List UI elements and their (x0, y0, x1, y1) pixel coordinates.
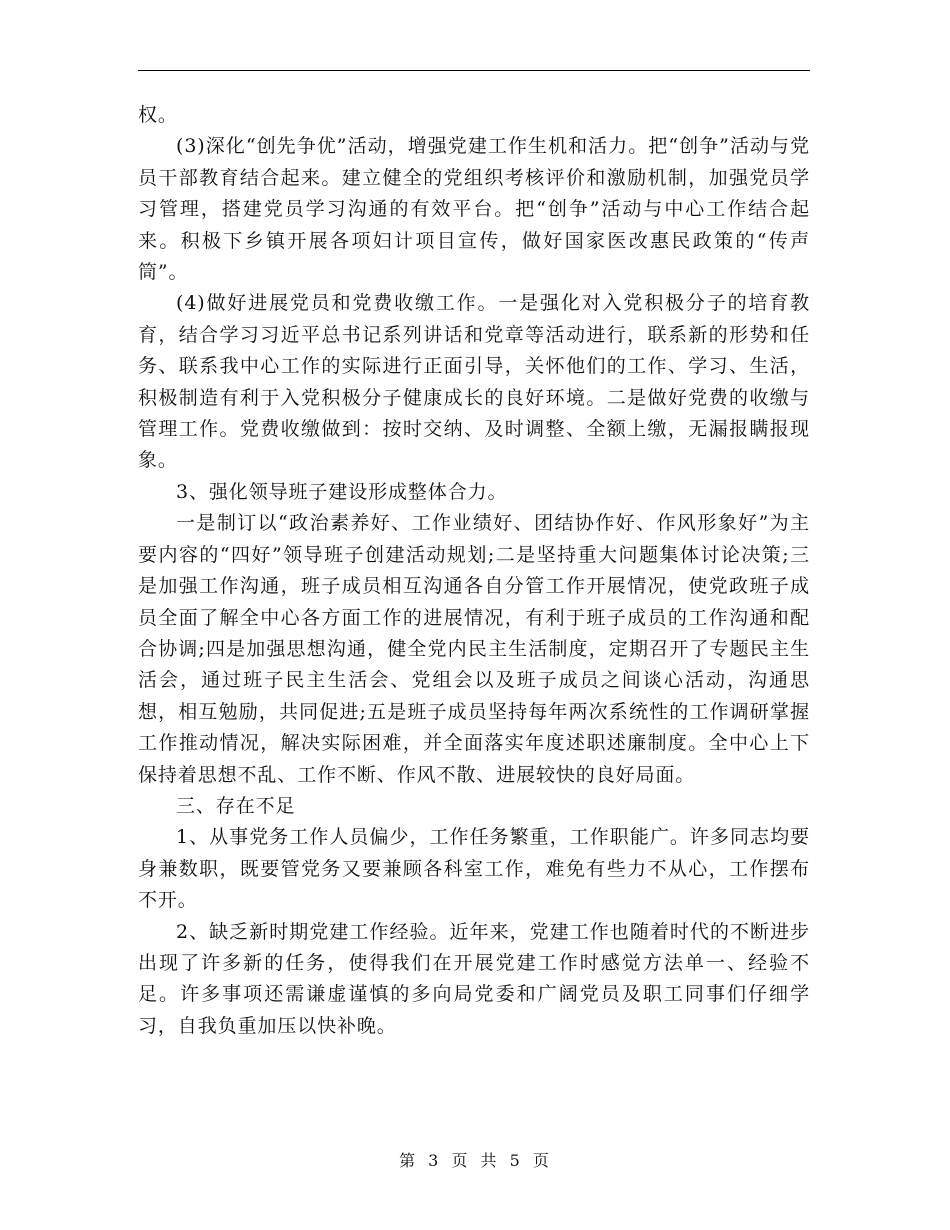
page-number-footer: 第 3 页 共 5 页 (399, 1151, 551, 1170)
paragraph-8: 2、缺乏新时期党建工作经验。近年来，党建工作也随着时代的不断进步出现了许多新的任务，使得我们在开展党建工作时感觉方法单一、经验不足。许多事项还需谦虚谨慎的多向局党委和广阔党员及职工同事们仔细学习，自我负重加压以快补晚。 (138, 920, 810, 1037)
paragraph-7: 1、从事党务工作人员偏少，工作任务繁重，工作职能广。许多同志均要身兼数职，既要管党务又要兼顾各科室工作，难免有些力不从心，工作摆布不开。 (138, 826, 810, 912)
paragraph-5: 一是制订以“政治素养好、工作业绩好、团结协作好、作风形象好”为主要内容的“四好”领导班子创建活动规划;二是坚持重大问题集体讨论决策;三是加强工作沟通，班子成员相互沟通各自分管工作开展情况，使党政班子成员全面了解全中心各方面工作的进展情况，有利于班子成员的工作沟通和配合协调;四是加强思想沟通，健全党内民主生活制度，定期召开了专题民主生活会，通过班子民主生活会、党组会以及班子成员之间谈心活动，沟通思想，相互勉励，共同促进;五是班子成员坚持每年两次系统性的工作调研掌握工作推动情况，解决实际困难，并全面落实年度述职述廉制度。全中心上下保持着思想不乱、工作不断、作风不散、进展较快的良好局面。 (138, 512, 810, 786)
paragraph-2: (3)深化“创先争优”活动，增强党建工作生机和活力。把“创争”活动与党员干部教育结合起来。建立健全的党组织考核评价和激励机制，加强党员学习管理，搭建党员学习沟通的有效平台。把“创争”活动与中心工作结合起来。积极下乡镇开展各项妇计项目宣传，做好国家医改惠民政策的“传声筒”。 (138, 135, 810, 284)
paragraph-1: 权。 (138, 104, 178, 126)
document-body (138, 100, 810, 1042)
paragraph-6: 三、存在不足 (176, 794, 296, 817)
paragraph-3: (4)做好进展党员和党费收缴工作。一是强化对入党积极分子的培育教育，结合学习习近平总书记系列讲话和党章等活动进行，联系新的形势和任务、联系我中心工作的实际进行正面引导，关怀他们的工作、学习、生活，积极制造有利于入党积极分子健康成长的良好环境。二是做好党费的收缴与管理工作。党费收缴做到：按时交纳、及时调整、全额上缴，无漏报瞒报现象。 (138, 292, 810, 472)
paragraph-4: 3、强化领导班子建设形成整体合力。 (176, 480, 508, 503)
header-rule (138, 70, 810, 71)
